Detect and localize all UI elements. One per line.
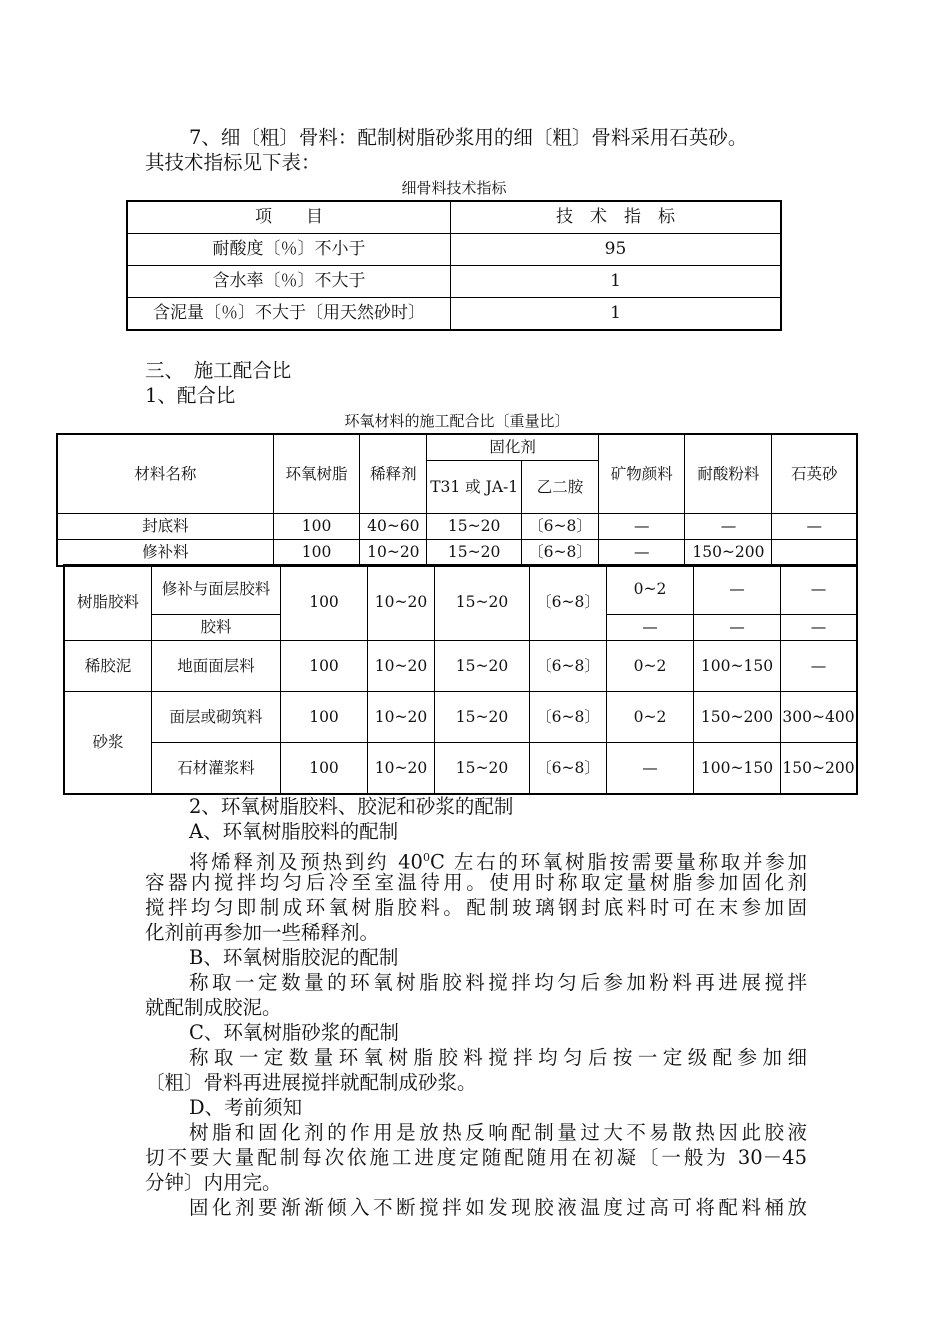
cell: 100 [273,540,360,567]
table-row [127,266,781,298]
section2-heading: 2、环氧树脂胶料、胶泥和砂浆的配制 [189,795,514,818]
fine-aggregate-table [126,200,782,331]
header-spec: 技 术 指 标 [451,201,782,234]
cell: 100 [273,514,360,540]
d-line-2: 切不要大量配制每次依施工进度定随配随用在初凝〔一般为 30－45 [145,1146,807,1169]
cell: 〔6~8〕 [530,565,607,641]
cell: 10~20 [360,540,427,567]
header-diluent: 稀释剂 [360,434,427,514]
a-title: A、环氧树脂胶料的配制 [189,820,399,843]
header-acid-powder: 耐酸粉料 [685,434,772,514]
cell: 含水率〔％〕不大于 [127,266,451,298]
table-row [64,692,857,743]
cell: 耐酸度〔％〕不小于 [127,234,451,266]
cell: 95 [451,234,782,266]
table1-caption: 细骨料技术指标 [401,179,507,197]
group-mortar: 砂浆 [64,692,152,795]
cell: 10~20 [368,641,435,692]
cell: 100~150 [694,743,781,795]
d-line-3: 分钟〕内用完。 [145,1171,282,1194]
cell: 10~20 [368,565,435,641]
b-title: B、环氧树脂胶泥的配制 [189,946,399,969]
c-title: C、环氧树脂砂浆的配制 [189,1021,399,1044]
cell [772,540,857,567]
cell: 15~20 [427,514,522,540]
cell: 〔6~8〕 [522,540,599,567]
table-row [127,234,781,266]
table-row [64,641,857,692]
cell: 15~20 [435,565,530,641]
header-curing: 固化剂 [427,434,599,461]
cell: — [694,565,781,615]
c-line-1: 称取一定数量环氧树脂胶料搅拌均匀后按一定级配参加细 [189,1046,807,1069]
cell: 100 [281,641,368,692]
cell: 15~20 [435,641,530,692]
cell: 150~200 [685,540,772,567]
a-line-1-pre: 将烯释剂及预热到约 40 [189,850,423,874]
cell: — [607,615,694,641]
group-mastic: 稀胶泥 [64,641,152,692]
d-line-4: 固化剂要渐渐倾入不断搅拌如发现胶液温度过高可将配料桶放 [189,1196,807,1219]
cell: 150~200 [781,743,858,795]
table-row [127,298,781,331]
cell: — [781,615,858,641]
d-line-1: 树脂和固化剂的作用是放热反响配制量过大不易散热因此胶液 [189,1121,807,1144]
cell: 150~200 [694,692,781,743]
cell: 15~20 [435,692,530,743]
cell: 100~150 [694,641,781,692]
sub-mastic: 地面面层料 [152,641,281,692]
cell: 40~60 [360,514,427,540]
sub-resin-2: 胶料 [152,615,281,641]
d-title: D、考前须知 [189,1096,303,1119]
cell: 0~2 [607,565,694,615]
cell: 100 [281,565,368,641]
a-line-1-post: C 左右的环氧树脂按需要量称取并参加 [429,850,808,874]
cell: 10~20 [368,743,435,795]
cell: 修补料 [57,540,273,567]
sub-resin-1: 修补与面层胶料 [152,565,281,615]
header-curing-a: T31 或 JA-1 [427,461,522,514]
header-quartz: 石英砂 [772,434,857,514]
table-row [64,565,857,615]
table-row [57,434,857,461]
intro-line-2: 其技术指标见下表： [145,151,321,174]
table-row [57,514,857,540]
cell: 〔6~8〕 [530,692,607,743]
header-item: 项 目 [127,201,451,234]
cell: 0~2 [607,641,694,692]
group-resin: 树脂胶料 [64,565,152,641]
cell: 0~2 [607,692,694,743]
cell: — [607,743,694,795]
c-line-2: 〔粗〕骨料再进展搅拌就配制成砂浆。 [145,1071,477,1094]
section3-sub: 1、配合比 [145,384,236,407]
cell: 15~20 [435,743,530,795]
superscript: 0 [422,851,430,864]
cell: 10~20 [368,692,435,743]
cell: — [781,565,858,615]
table-row [127,201,781,234]
cell: 含泥量〔％〕不大于〔用天然砂时〕 [127,298,451,331]
cell: 100 [281,692,368,743]
cell: — [598,514,685,540]
intro-line-1: 7、细〔粗〕骨料：配制树脂砂浆用的细〔粗〕骨料采用石英砂。 [189,126,748,149]
cell: 〔6~8〕 [530,641,607,692]
header-curing-b: 乙二胺 [522,461,599,514]
a-line-3: 搅拌均匀即制成环氧树脂胶料。配制玻璃钢封底料时可在末参加固 [145,896,807,919]
cell: 1 [451,266,782,298]
cell: 15~20 [427,540,522,567]
header-epoxy: 环氧树脂 [273,434,360,514]
table-row [64,743,857,795]
cell: — [781,641,858,692]
cell: — [685,514,772,540]
table2-caption: 环氧材料的施工配合比〔重量比〕 [344,412,570,430]
header-pigment: 矿物颜料 [598,434,685,514]
section3-heading: 三、 施工配合比 [145,359,292,382]
sub-mortar-2: 石材灌浆料 [152,743,281,795]
mix-ratio-table-top [56,433,858,567]
cell: — [772,514,857,540]
mix-ratio-table-bottom [63,564,858,795]
cell: 1 [451,298,782,331]
cell: 〔6~8〕 [530,743,607,795]
cell: 〔6~8〕 [522,514,599,540]
header-name: 材料名称 [57,434,273,514]
a-line-4: 化剂前再参加一些稀释剂。 [145,921,380,944]
b-line-1: 称取一定数量的环氧树脂胶料搅拌均匀后参加粉料再进展搅拌 [189,971,807,994]
a-line-2: 容器内搅拌均匀后冷至室温待用。使用时称取定量树脂参加固化剂 [145,871,807,894]
table-row [57,540,857,567]
cell: — [598,540,685,567]
cell: — [694,615,781,641]
cell: 300~400 [781,692,858,743]
sub-mortar-1: 面层或砌筑料 [152,692,281,743]
b-line-2: 就配制成胶泥。 [145,996,282,1019]
cell: 100 [281,743,368,795]
cell: 封底料 [57,514,273,540]
